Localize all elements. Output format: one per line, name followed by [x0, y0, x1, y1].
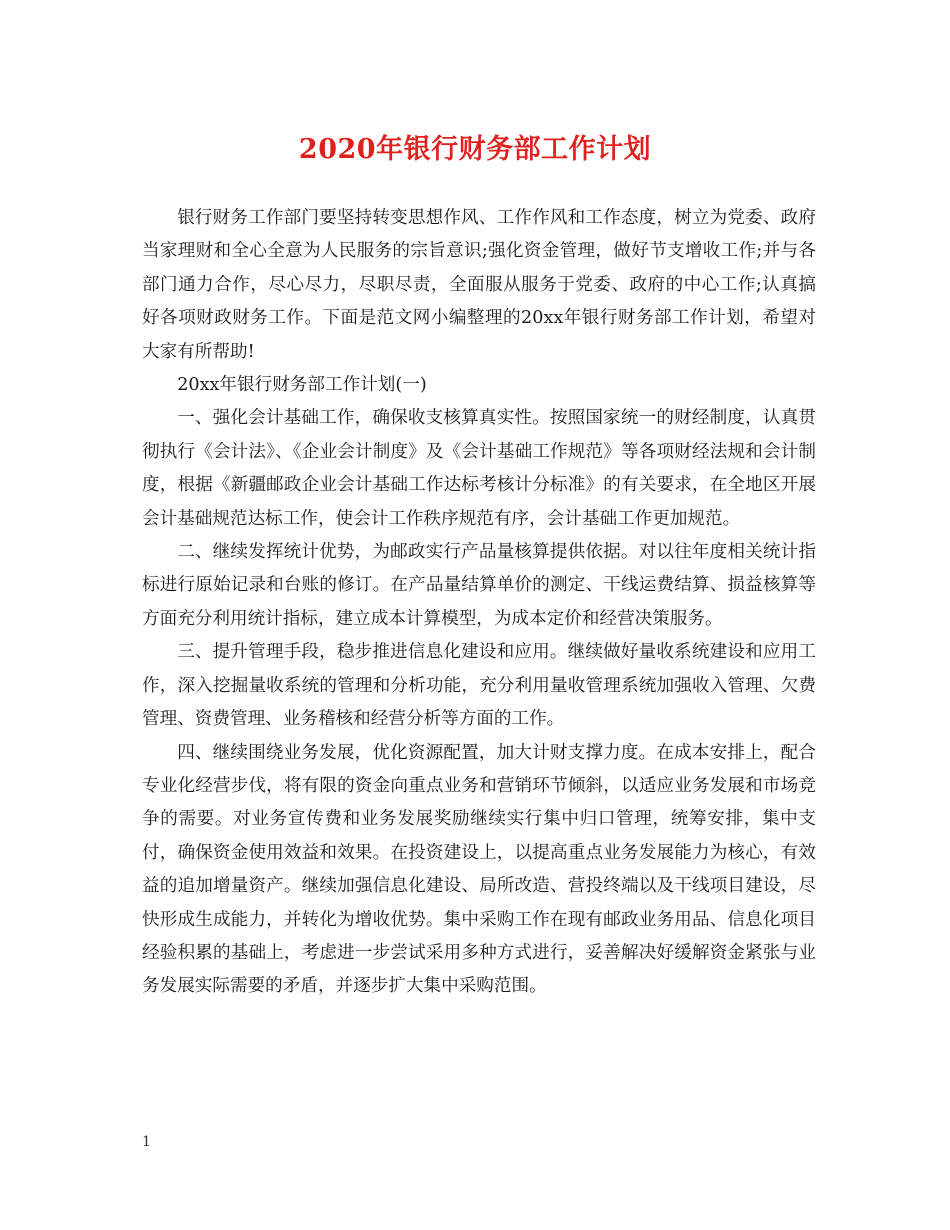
page-number: 1 — [142, 1134, 151, 1150]
section-heading: 20xx年银行财务部工作计划(一) — [177, 375, 427, 396]
document-body — [142, 202, 816, 1004]
point-four-paragraph: 四、继续围绕业务发展，优化资源配置，加大计财支撑力度。在成本安排上，配合专业化经营步伐，将有限的资金向重点业务和营销环节倾斜，以适应业务发展和市场竞争的需要。对业务宣传费和业务发展奖励继续实行集中归口管理，统筹安排，集中支付，确保资金使用效益和效果。在投资建设上，以提高重点业务发展能力为核心，有效益的追加增量资产。继续加强信息化建设、局所改造、营投终端以及干线项目建设，尽快形成生成能力，并转化为增收优势。集中采购工作在现有邮政业务用品、信息化项目经验积累的基础上，考虑进一步尝试采用多种方式进行，妥善解决好缓解资金紧张与业务发展实际需要的矛盾，并逐步扩大集中采购范围。 — [142, 742, 816, 997]
document-title: 2020年银行财务部工作计划 — [298, 134, 652, 165]
point-two-paragraph: 二、继续发挥统计优势，为邮政实行产品量核算提供依据。对以往年度相关统计指标进行原始记录和台账的修订。在产品量结算单价的测定、干线运费结算、损益核算等方面充分利用统计指标，建立成本计算模型，为成本定价和经营决策服务。 — [142, 542, 816, 629]
point-three-paragraph: 三、提升管理手段，稳步推进信息化建设和应用。继续做好量收系统建设和应用工作，深入挖掘量收系统的管理和分析功能，充分利用量收管理系统加强收入管理、欠费管理、资费管理、业务稽核和经营分析等方面的工作。 — [142, 642, 816, 730]
point-one-paragraph: 一、强化会计基础工作，确保收支核算真实性。按照国家统一的财经制度，认真贯彻执行《会计法》、《企业会计制度》及《会计基础工作规范》等各项财经法规和会计制度，根据《新疆邮政企业会计基础工作达标考核计分标准》的有关要求，在全地区开展会计基础规范达标工作，使会计工作秩序规范有序，会计基础工作更加规范。 — [142, 408, 816, 529]
intro-paragraph: 银行财务工作部门要坚持转变思想作风、工作作风和工作态度，树立为党委、政府当家理财和全心全意为人民服务的宗旨意识;强化资金管理，做好节支增收工作;并与各部门通力合作，尽心尽力，尽职尽责，全面服从服务于党委、政府的中心工作;认真搞好各项财政财务工作。下面是范文网小编整理的20xx年银行财务部工作计划，希望对大家有所帮助! — [142, 208, 816, 362]
